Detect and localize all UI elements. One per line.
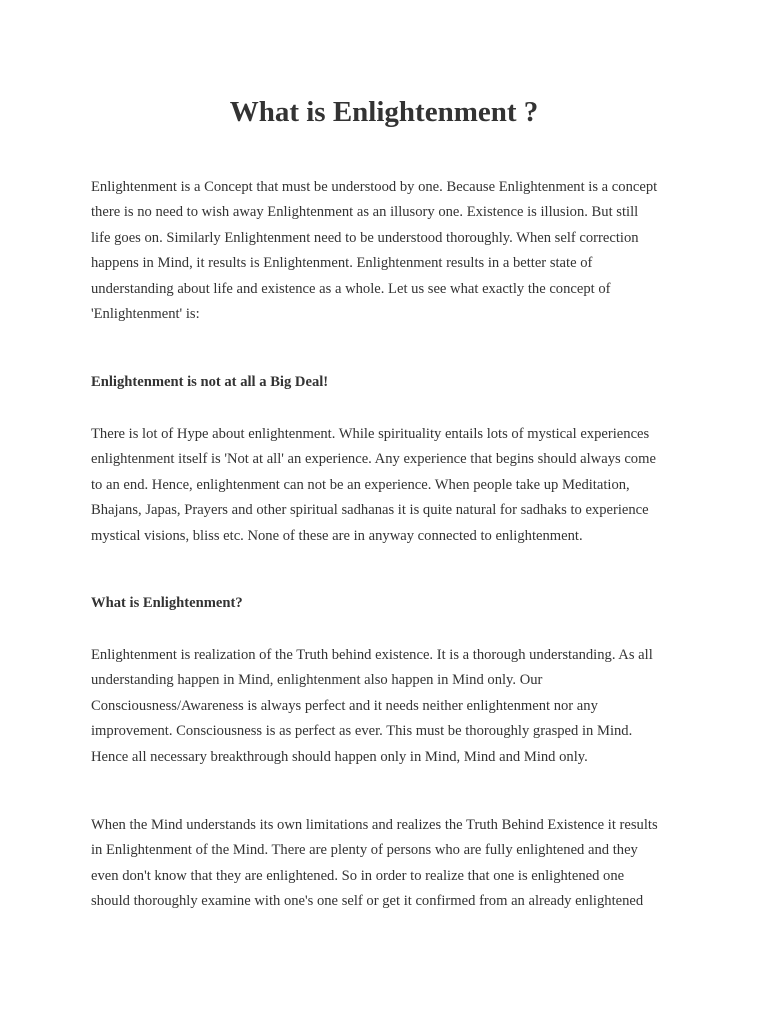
intro-line: happens in Mind, it results is Enlightenment. Enlightenment results in a better state of <box>91 255 593 272</box>
paragraph-hype <box>91 422 691 549</box>
intro-line: understanding about life and existence as a whole. Let us see what exactly the concept of <box>91 280 611 297</box>
intro-paragraph <box>91 175 691 327</box>
paragraph-line: mystical visions, bliss etc. None of these are in anyway connected to enlightenment. <box>91 527 583 544</box>
intro-line: there is no need to wish away Enlightenment as an illusory one. Existence is illusion. But still <box>91 204 639 221</box>
paragraph-line: understanding happen in Mind, enlightenment also happen in Mind only. Our <box>91 672 543 689</box>
paragraph-line: should thoroughly examine with one's one self or get it confirmed from an already enlightened <box>91 893 644 910</box>
intro-line: 'Enlightenment' is: <box>91 306 200 323</box>
paragraph-line: Hence all necessary breakthrough should happen only in Mind, Mind and Mind only. <box>91 748 588 765</box>
paragraph-line: When the Mind understands its own limitations and realizes the Truth Behind Existence it results <box>91 817 658 833</box>
page-title: What is Enlightenment ? <box>229 96 539 128</box>
paragraph-line: There is lot of Hype about enlightenment. While spirituality entails lots of mystical experiences <box>91 426 650 442</box>
paragraph-limitations <box>91 813 691 915</box>
paragraph-line: in Enlightenment of the Mind. There are plenty of persons who are fully enlightened and they <box>91 842 638 859</box>
paragraph-line: improvement. Consciousness is as perfect as ever. This must be thoroughly grasped in Mind. <box>91 723 633 740</box>
paragraph-line: Bhajans, Japas, Prayers and other spiritual sadhanas it is quite natural for sadhaks to experience <box>91 502 649 519</box>
section-heading-big-deal: Enlightenment is not at all a Big Deal! <box>91 374 329 390</box>
intro-line: Enlightenment is a Concept that must be understood by one. Because Enlightenment is a concept <box>91 179 658 195</box>
paragraph-realization <box>91 643 691 770</box>
paragraph-line: enlightenment itself is 'Not at all' an experience. Any experience that begins should always come <box>91 451 656 468</box>
paragraph-line: even don't know that they are enlightened. So in order to realize that one is enlightened one <box>91 867 625 884</box>
paragraph-line: Enlightenment is realization of the Truth behind existence. It is a thorough understanding. As all <box>91 647 653 663</box>
section-heading-what-is: What is Enlightenment? <box>91 595 243 611</box>
intro-line: life goes on. Similarly Enlightenment need to be understood thoroughly. When self correction <box>91 229 639 246</box>
paragraph-line: Consciousness/Awareness is always perfect and it needs neither enlightenment nor any <box>91 697 598 714</box>
paragraph-line: to an end. Hence, enlightenment can not be an experience. When people take up Meditation, <box>91 476 630 493</box>
